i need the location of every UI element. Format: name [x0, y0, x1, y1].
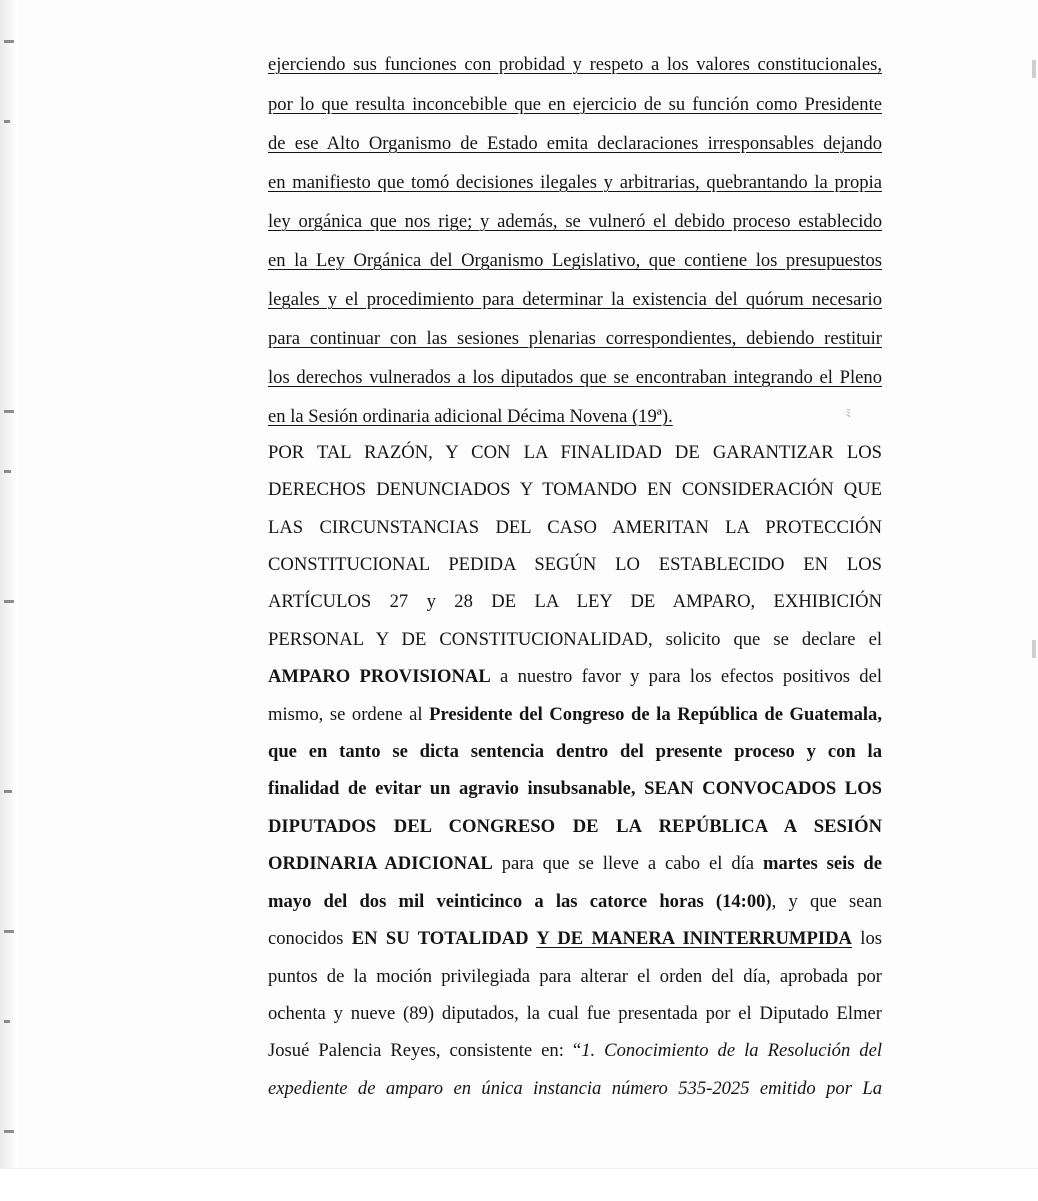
text-run: Josué Palencia Reyes, consistente en: “	[268, 1040, 582, 1061]
text-line: ochenta y nueve (89) diputados, la cual fue presentada por el Diputado Elmer	[268, 1003, 882, 1024]
text-line: CONSTITUCIONAL PEDIDA SEGÚN LO ESTABLECIDO EN LOS	[268, 554, 882, 575]
text-line: PERSONAL Y DE CONSTITUCIONALIDAD, solicito que se declare el	[268, 629, 882, 650]
bold-text: que en tanto se dicta sentencia dentro del presente proceso y con la	[268, 741, 882, 762]
text-line	[268, 742, 882, 762]
scan-artifact	[4, 1020, 10, 1023]
text-line	[268, 892, 882, 912]
scan-artifact	[1032, 60, 1036, 78]
text-line	[268, 1041, 882, 1061]
text-line: en la Sesión ordinaria adicional Décima Novena (19ª).	[268, 406, 673, 427]
italic-text: 1. Conocimiento de la Resolución del	[581, 1040, 883, 1061]
text-line: puntos de la moción privilegiada para alterar el orden del día, aprobada por	[268, 966, 882, 987]
text-run: conocidos	[268, 928, 352, 949]
text-line	[268, 1079, 882, 1099]
text-line: los derechos vulnerados a los diputados que se encontraban integrando el Pleno	[268, 367, 882, 388]
bold-text: AMPARO PROVISIONAL	[268, 666, 491, 687]
scan-artifact	[4, 470, 11, 473]
scan-artifact	[4, 40, 14, 43]
text-run: mismo, se ordene al	[268, 704, 430, 725]
text-line	[268, 779, 882, 799]
scan-artifact	[4, 1130, 14, 1133]
text-line	[268, 705, 882, 725]
text-line: ley orgánica que nos rige; y además, se vulneró el debido proceso establecido	[268, 211, 882, 232]
text-line	[268, 817, 882, 837]
bold-text: finalidad de evitar un agravio insubsanable, SEAN CONVOCADOS LOS	[268, 778, 882, 799]
text-run: , y que sean	[771, 891, 882, 912]
text-line: LAS CIRCUNSTANCIAS DEL CASO AMERITAN LA PROTECCIÓN	[268, 517, 882, 538]
bold-text: EN SU TOTALIDAD	[351, 928, 537, 949]
margin-stamp-mark: ﾐ	[845, 406, 852, 420]
text-line	[268, 854, 882, 874]
text-line: POR TAL RAZÓN, Y CON LA FINALIDAD DE GARANTIZAR LOS	[268, 442, 882, 463]
bold-text: DIPUTADOS DEL CONGRESO DE LA REPÚBLICA A SESIÓN	[268, 816, 882, 837]
text-line: de ese Alto Organismo de Estado emita declaraciones irresponsables dejando	[268, 133, 882, 154]
text-run: a nuestro favor y para los efectos positivos del	[490, 666, 882, 687]
scan-artifact	[1032, 640, 1036, 658]
text-run: los	[851, 928, 882, 949]
text-line: legales y el procedimiento para determinar la existencia del quórum necesario	[268, 289, 882, 310]
bold-underlined-text: Y DE MANERA ININTERRUMPIDA	[536, 928, 852, 949]
scan-bottom-margin	[0, 1168, 1038, 1201]
text-line: para continuar con las sesiones plenarias correspondientes, debiendo restituir	[268, 328, 882, 349]
bold-text: Presidente del Congreso de la República de Guatemala,	[429, 704, 882, 725]
text-line: en la Ley Orgánica del Organismo Legislativo, que contiene los presupuestos	[268, 250, 882, 271]
scan-artifact	[4, 790, 12, 793]
bold-text: mayo del dos mil veinticinco a las catorce horas (14:00)	[268, 891, 772, 912]
text-line: ejerciendo sus funciones con probidad y respeto a los valores constitucionales,	[268, 54, 882, 75]
scan-artifact	[4, 930, 14, 933]
text-line: por lo que resulta inconcebible que en ejercicio de su función como Presidente	[268, 94, 882, 115]
text-line: DERECHOS DENUNCIADOS Y TOMANDO EN CONSIDERACIÓN QUE	[268, 479, 882, 500]
text-line: ARTÍCULOS 27 y 28 DE LA LEY DE AMPARO, EXHIBICIÓN	[268, 591, 882, 612]
scan-artifact	[4, 600, 14, 603]
text-line	[268, 929, 882, 949]
text-line	[268, 667, 882, 687]
text-run: para que se lleve a cabo el día	[492, 853, 763, 874]
bold-text: ORDINARIA ADICIONAL	[268, 853, 493, 874]
italic-text: expediente de amparo en única instancia número 535-2025 emitido por La	[268, 1078, 882, 1099]
scan-artifact	[4, 410, 14, 413]
bold-text: martes seis de	[762, 853, 882, 874]
text-line: en manifiesto que tomó decisiones ilegales y arbitrarias, quebrantando la propia	[268, 172, 882, 193]
scan-artifact	[4, 120, 10, 123]
scan-left-edge	[0, 0, 18, 1200]
